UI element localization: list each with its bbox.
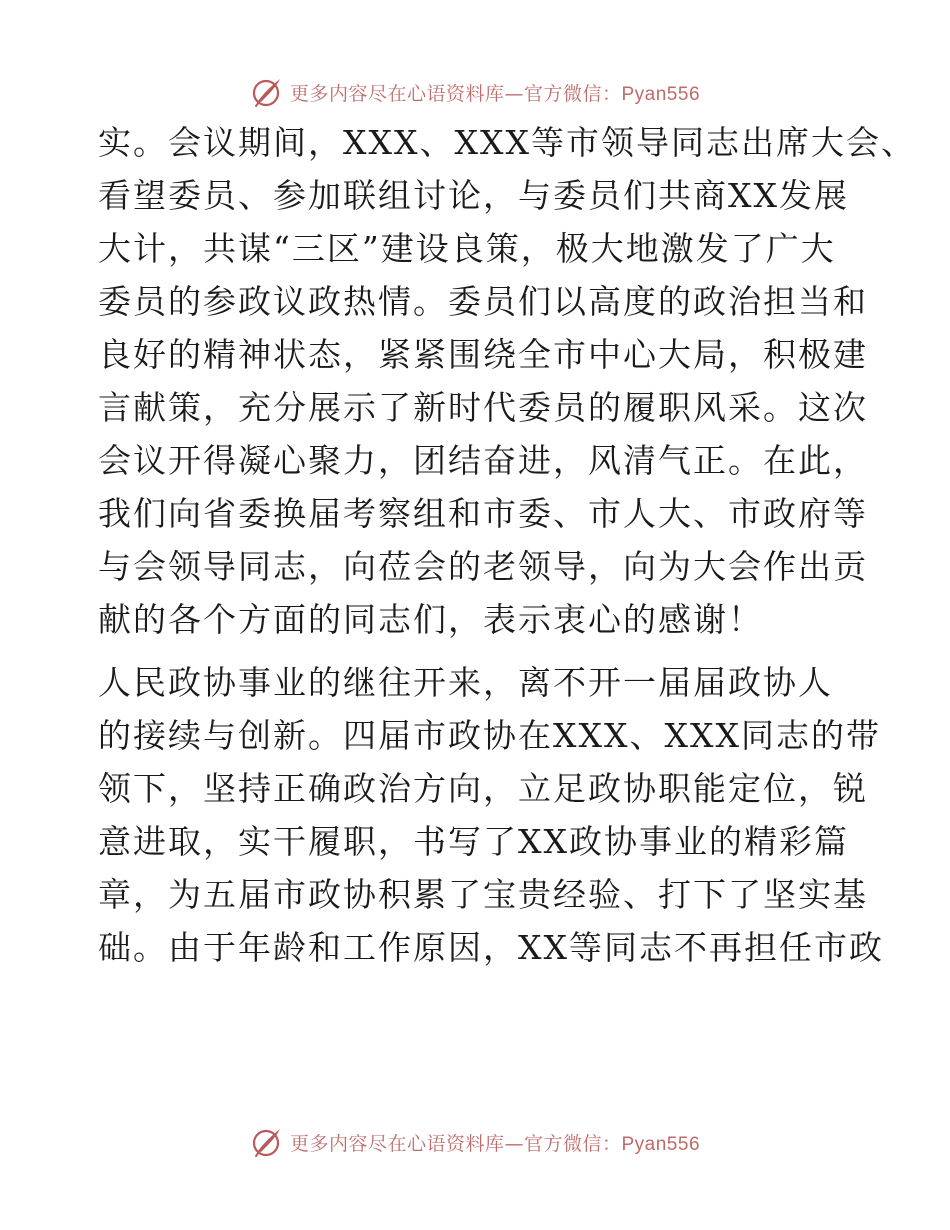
text-line: 与会领导同志，向莅会的老领导，向为大会作出贡 [98, 547, 868, 586]
wechat-id: Pyan556 [621, 83, 701, 105]
header-watermark-banner [0, 72, 950, 112]
text-line: 意进取，实干履职，书写了XX政协事业的精彩篇 [98, 822, 849, 861]
text-line: 领下，坚持正确政治方向，立足政协职能定位，锐 [98, 769, 868, 808]
paragraph-spacer [98, 646, 858, 656]
watermark-group [250, 75, 700, 109]
text-line: 良好的精神状态，紧紧围绕全市中心大局，积极建 [98, 335, 868, 374]
text-line: 我们向省委换届考察组和市委、市人大、市政府等 [98, 494, 868, 533]
text-line: 人民政协事业的继往开来，离不开一届届政协人 [98, 663, 833, 702]
watermark-text: 更多内容尽在心语资料库—官方微信：Pyan556 [289, 82, 701, 105]
text-line: 础。由于年龄和工作原因，XX等同志不再担任市政 [98, 928, 884, 967]
paragraph-2 [98, 656, 884, 974]
watermark-group [250, 1125, 700, 1159]
wechat-id: Pyan556 [621, 1133, 701, 1155]
text-line: 章，为五届市政协积累了宝贵经验、打下了坚实基 [98, 875, 868, 914]
quill-pen-logo-icon [250, 1125, 284, 1159]
paragraph-1 [98, 116, 916, 646]
text-line: 会议开得凝心聚力，团结奋进，风清气正。在此， [98, 441, 868, 480]
footer-watermark-banner [0, 1122, 950, 1162]
text-line: 大计，共谋“三区”建设良策，极大地激发了广大 [98, 229, 836, 268]
text-line: 的接续与创新。四届市政协在XXX、XXX同志的带 [98, 716, 881, 755]
text-line: 言献策，充分展示了新时代委员的履职风采。这次 [98, 388, 868, 427]
text-line: 委员的参政议政热情。委员们以高度的政治担当和 [98, 282, 868, 321]
text-line: 实。会议期间，XXX、XXX等市领导同志出席大会、 [98, 123, 916, 162]
quill-pen-logo-icon [250, 75, 284, 109]
text-line: 献的各个方面的同志们，表示衷心的感谢！ [98, 600, 763, 639]
document-body [98, 116, 916, 974]
watermark-text: 更多内容尽在心语资料库—官方微信：Pyan556 [289, 1132, 701, 1155]
text-line: 看望委员、参加联组讨论，与委员们共商XX发展 [98, 176, 849, 215]
